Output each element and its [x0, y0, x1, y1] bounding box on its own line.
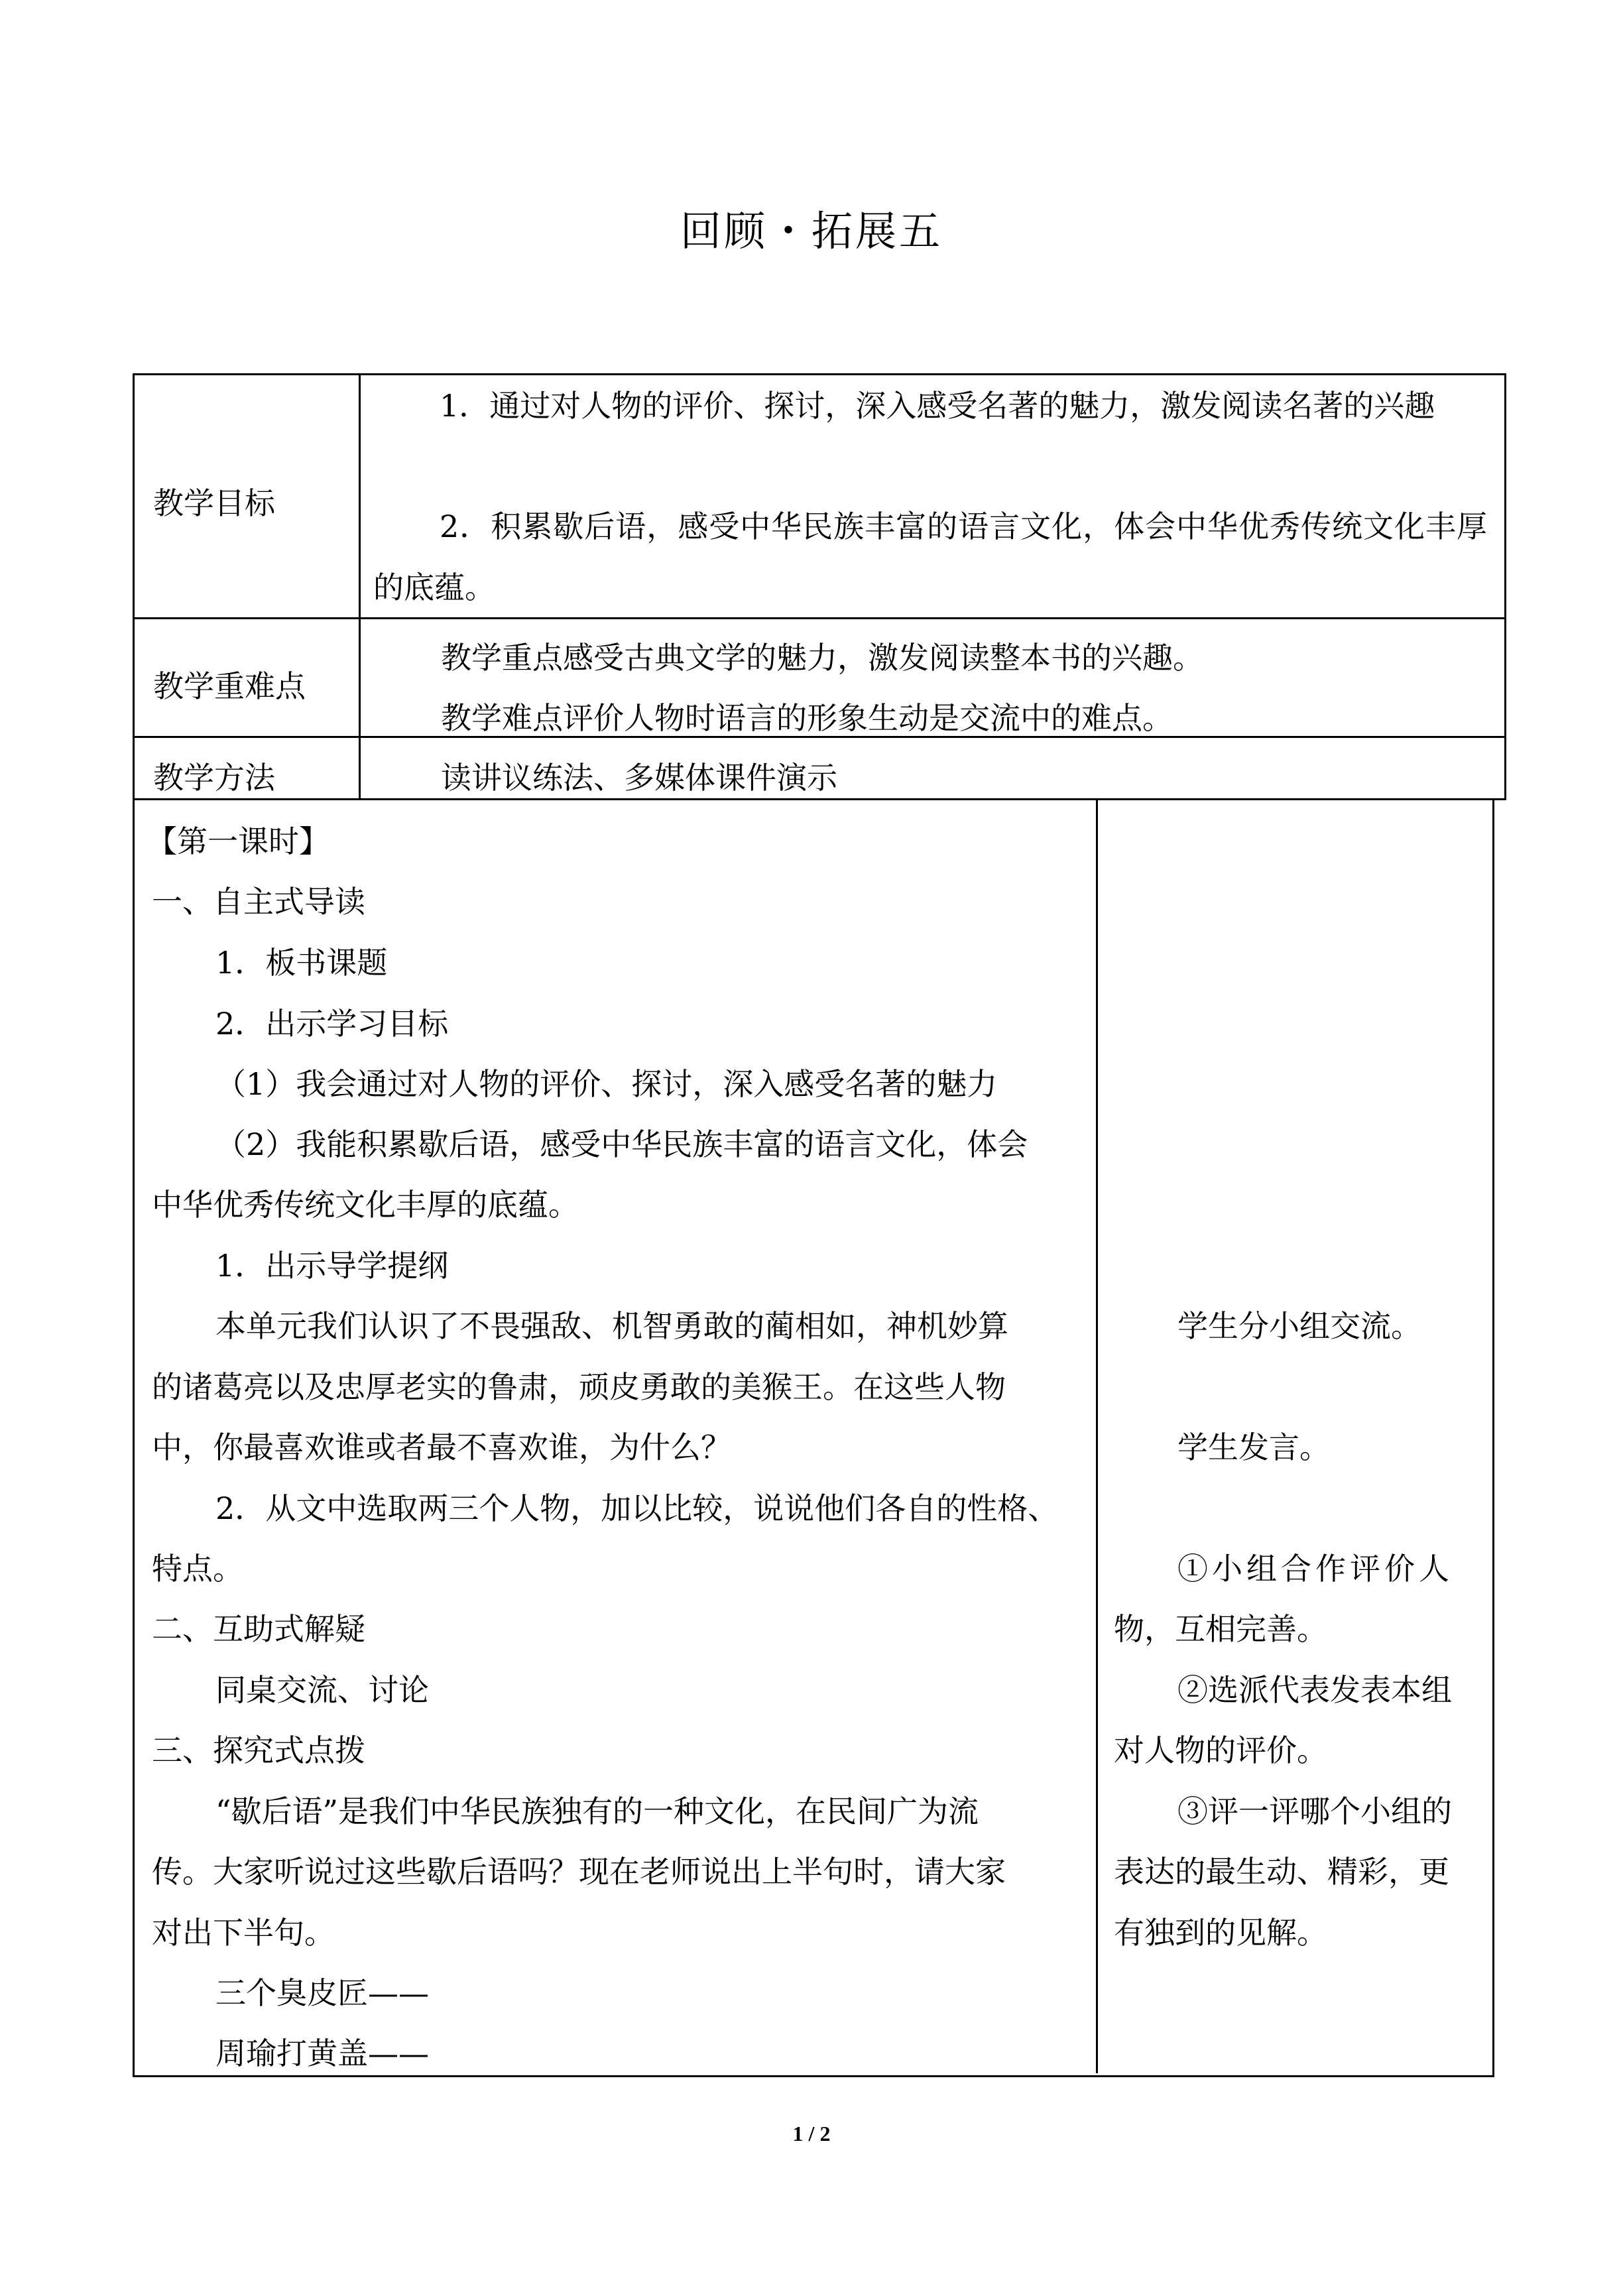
paragraph-line: 特点。	[152, 1551, 243, 1587]
method-text: 读讲议练法、多媒体课件演示	[441, 760, 837, 796]
lesson-table	[133, 798, 1494, 2077]
paragraph-line: 中，你最喜欢谁或者最不喜欢谁，为什么？	[152, 1429, 731, 1465]
paragraph-line: 传。大家听说过这些歇后语吗？现在老师说出上半句时，请大家	[152, 1854, 1006, 1890]
overview-table	[133, 373, 1506, 800]
paragraph-line: 同桌交流、讨论	[215, 1672, 429, 1708]
section-heading-1: 一、自主式导读	[152, 884, 365, 920]
student-activity: 对人物的评价。	[1114, 1732, 1327, 1768]
goal-item-cont: 中华优秀传统文化丰厚的底蕴。	[152, 1187, 579, 1223]
goal-text-2: 2．积累歇后语，感受中华民族丰富的语言文化，体会中华优秀传统文化丰厚的底蕴。	[373, 509, 1487, 605]
paragraph-line: “歇后语”是我们中华民族独有的一种文化，在民间广为流	[215, 1793, 979, 1829]
paragraph-line: 对出下半句。	[152, 1915, 335, 1951]
section-heading-2: 二、互助式解疑	[152, 1611, 365, 1647]
student-activity: 学生发言。	[1177, 1429, 1330, 1465]
student-activity: ①小组合作评价人	[1177, 1551, 1453, 1587]
student-activity: 学生分小组交流。	[1177, 1308, 1421, 1344]
student-activity: 表达的最生动、精彩，更	[1114, 1854, 1449, 1890]
student-activity: ②选派代表发表本组	[1177, 1672, 1452, 1708]
section-heading-3: 三、探究式点拨	[152, 1732, 365, 1768]
column-divider	[359, 375, 361, 798]
difficulty-text: 教学难点评价人物时语言的形象生动是交流中的难点。	[441, 700, 1173, 736]
idiom-line: 周瑜打黄盖——	[215, 2035, 429, 2071]
paragraph-line: 本单元我们认识了不畏强敌、机智勇敢的蔺相如，神机妙算	[215, 1308, 1008, 1344]
page-title: 回顾・拓展五	[680, 207, 943, 255]
goal-item: （2）我能积累歇后语，感受中华民族丰富的语言文化，体会	[215, 1126, 1028, 1162]
row-label-method: 教学方法	[153, 760, 275, 796]
student-activity: 物，互相完善。	[1114, 1611, 1327, 1647]
paragraph-line: 的诸葛亮以及忠厚老实的鲁肃，顽皮勇敢的美猴王。在这些人物	[152, 1369, 1006, 1405]
session-heading: 【第一课时】	[147, 823, 330, 859]
row-divider	[135, 736, 1504, 738]
column-divider	[1096, 798, 1098, 2073]
goal-text-1: 1．通过对人物的评价、探讨，深入感受名著的魅力，激发阅读名著的兴趣	[440, 388, 1435, 424]
list-item: 1．出示导学提纲	[215, 1248, 449, 1284]
student-activity: ③评一评哪个小组的	[1177, 1793, 1452, 1829]
goal-item: （1）我会通过对人物的评价、探讨，深入感受名著的魅力	[215, 1066, 998, 1102]
list-item: 2．出示学习目标	[215, 1006, 449, 1042]
student-activity: 有独到的见解。	[1114, 1915, 1327, 1951]
list-item: 1．板书课题	[215, 945, 388, 981]
page-number: 1 / 2	[792, 2122, 831, 2145]
keypoint-text: 教学重点感受古典文学的魅力，激发阅读整本书的兴趣。	[441, 640, 1203, 676]
row-label-goals: 教学目标	[153, 485, 275, 521]
row-label-keypoints: 教学重难点	[153, 668, 306, 704]
idiom-line: 三个臭皮匠——	[215, 1975, 429, 2011]
paragraph-line: 2．从文中选取两三个人物，加以比较，说说他们各自的性格、	[215, 1490, 1059, 1526]
